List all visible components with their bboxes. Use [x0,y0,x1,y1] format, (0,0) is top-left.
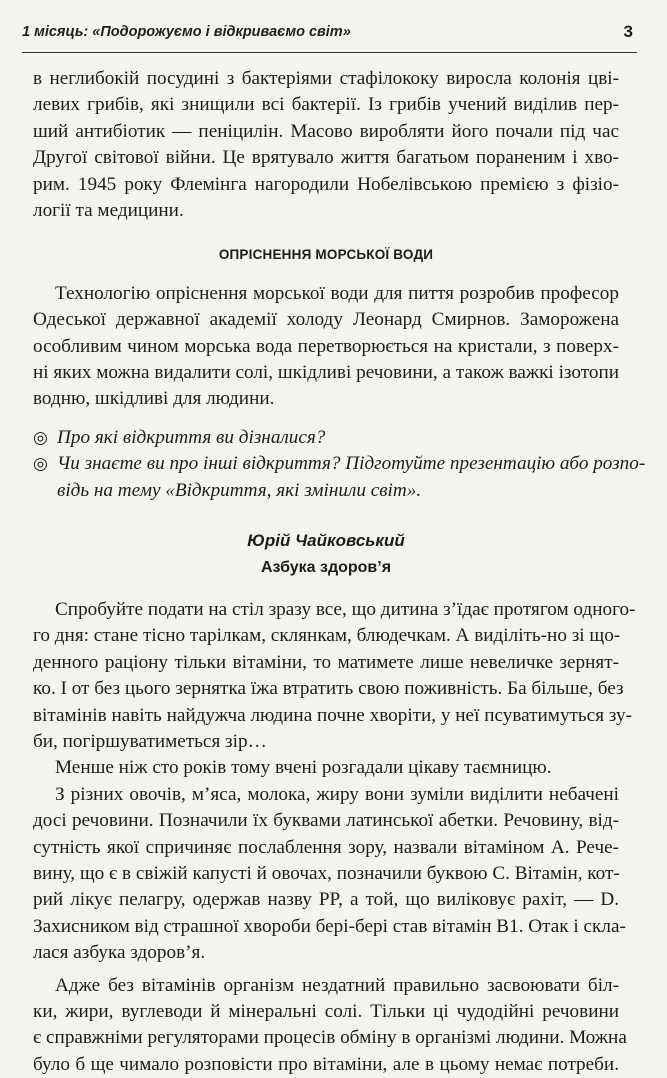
text-line: Технологію опріснення морської води для пиття розробив професор [55,282,619,304]
running-title: 1 місяць: «Подорожуємо і відкриваємо світ» [22,24,351,40]
text-line: Другої світової війни. Це врятувало життя багатьом пораненим і хво- [33,147,619,169]
paragraph-alphabet [33,782,626,967]
question-item [33,425,619,451]
text-line: досі речовини. Позначили їх буквами латинської абетки. Речовину, від- [33,810,619,832]
text-line: би, погіршуватиметься зір… [33,730,267,752]
text-line: левих грибів, які знищили всі бактерії. Із грибів учений виділив пер- [33,94,619,116]
question-text: відь на тему «Відкриття, які змінили світ». [57,479,422,501]
page-header [22,18,637,53]
target-bullet-icon: ◎ [33,427,48,448]
text-line: Менше ніж сто років тому вчені розгадали цікаву таємницю. [55,757,552,779]
question-item [33,451,646,504]
text-line: є справжніми регуляторами процесів обміну в організмі людини. Можна [33,1027,627,1049]
text-line: логії та медицини. [33,200,184,222]
text-line: ко. І от без цього зернятка їжа втратить свою поживність. Ба більше, без [33,678,624,700]
questions-block [33,425,646,504]
text-line: ні яких можна видалити солі, шкідливі речовини, а також важкі ізотопи [33,362,619,384]
text-line: рим. 1945 року Флемінга нагородили Нобелівською премією з фізіо- [33,173,619,195]
story-author: Юрій Чайковський [247,531,405,551]
text-line: Захисником від страшної хвороби бері-бері став вітамін В1. Отак і скла- [33,915,626,937]
section-heading: ОПРІСНЕННЯ МОРСЬКОЇ ВОДИ [218,247,434,263]
story-title: Азбука здоров’я [260,558,392,576]
text-line: Спробуйте подати на стіл зразу все, що дитина з’їдає протягом одного- [55,598,636,620]
text-line: Адже без вітамінів організм нездатний правильно засвоювати біл- [55,974,619,996]
text-line: сутність якої спричиняє послаблення зору, назвали вітаміном А. Рече- [33,836,619,858]
paragraph-desalination [33,281,619,413]
question-text: Чи знаєте ви про інші відкриття? Підготуйте презентацію або розпо- [57,453,646,475]
text-line: го дня: стане тісно тарілкам, склянкам, блюдечкам. А виділіть-но зі що- [33,625,621,647]
text-line: ки, жири, вуглеводи й мінеральні солі. Тільки ці чудодійні речовини [33,1001,619,1022]
text-line: вину, що є в свіжій капусті й овочах, позначили буквою С. Вітамін, кот- [33,862,620,884]
target-bullet-icon: ◎ [33,454,48,475]
text-line: рий лікує пелагру, одержав назву PP, а той, що виліковує рахіт, — D. [33,889,619,911]
text-line: лася азбука здоров’я. [33,942,206,964]
text-line: ший антибіотик — пеніцилін. Масово виробляти його почали під час [33,120,619,142]
text-line: Одеської державної академії холоду Леонард Смирнов. Заморожена [33,309,619,331]
text-line: вітамінів навіть найдужча людина почне хворіти, у неї псуватимуться зу- [33,704,632,726]
text-line: денного раціону тільки вітаміни, то матимете лише невеличке зернят- [33,651,619,673]
text-line: З різних овочів, м’яса, молока, жиру вони зуміли виділити небачені [55,783,619,805]
text-line: в неглибокій посудині з бактеріями стафілококу виросла колонія цві- [33,68,619,89]
paragraph-penicillin [33,66,619,224]
paragraph-mystery [33,755,619,781]
text-line: особливим чином морська вода перетворюється на кристали, з поверх- [33,335,619,357]
page-number: 3 [623,22,633,41]
text-line: було б ще чимало розповісти про вітаміни, але в цьому немає потреби. [33,1053,619,1075]
paragraph-vitamins-intro [33,597,636,755]
question-text: Про які відкриття ви дізналися? [57,426,326,448]
text-line: водню, шкідливі для людини. [33,388,275,410]
page-body [33,66,646,1078]
paragraph-regulators [33,973,627,1078]
